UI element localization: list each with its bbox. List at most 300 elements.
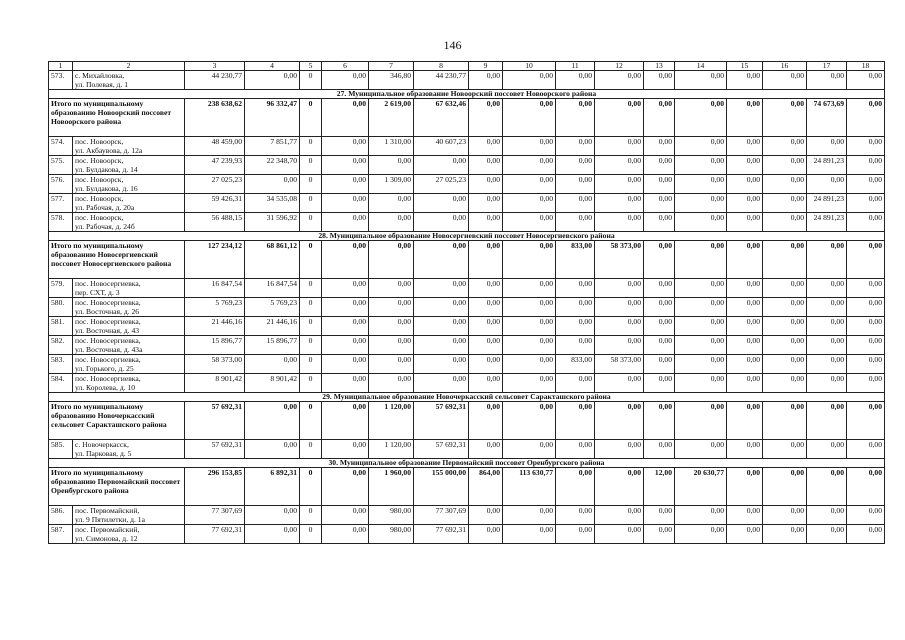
table-cell: 0,00 (847, 355, 885, 374)
address-cell: пос. Новоорск, ул. Рабочая, д. 20а (73, 194, 185, 213)
table-cell: 0,00 (322, 213, 369, 232)
table-cell: 0,00 (727, 440, 763, 459)
section-header-row (49, 459, 885, 468)
table-cell: 0,00 (727, 402, 763, 440)
table-cell: 21 446,16 (185, 317, 245, 336)
table-cell: 0 (300, 175, 322, 194)
address-cell: пос. Новоорск, ул. Булдакова, д. 16 (73, 175, 185, 194)
table-cell: 0,00 (503, 374, 556, 393)
table-cell: 0,00 (727, 355, 763, 374)
table-cell: 0,00 (595, 506, 644, 525)
table-cell: 0,00 (469, 355, 503, 374)
table-cell: 864,00 (469, 468, 503, 506)
table-body (49, 62, 885, 544)
table-cell: 1 960,00 (369, 468, 414, 506)
table-cell: 0,00 (414, 213, 469, 232)
table-cell: 21 446,16 (245, 317, 300, 336)
table-cell: 96 332,47 (245, 99, 300, 137)
table-row (49, 374, 885, 393)
table-cell: 346,80 (369, 71, 414, 90)
table-cell: 2 619,00 (369, 99, 414, 137)
table-cell: 0,00 (763, 525, 807, 544)
table-cell: 0,00 (644, 525, 675, 544)
table-cell: 0 (300, 440, 322, 459)
table-cell: 0,00 (763, 317, 807, 336)
table-cell: 0,00 (414, 336, 469, 355)
column-header: 15 (727, 62, 763, 71)
table-cell: 0,00 (763, 374, 807, 393)
table-cell: 0,00 (414, 156, 469, 175)
table-cell: 6 892,31 (245, 468, 300, 506)
table-cell: 0,00 (469, 440, 503, 459)
row-number: 575. (49, 156, 73, 175)
page-number: 146 (443, 38, 462, 52)
table-cell: 0,00 (556, 213, 595, 232)
table-cell: 31 596,92 (245, 213, 300, 232)
table-cell: 0,00 (369, 336, 414, 355)
table-cell: 0,00 (595, 525, 644, 544)
row-number: 587. (49, 525, 73, 544)
table-cell: 0,00 (322, 175, 369, 194)
section-header-row (49, 90, 885, 99)
table-cell: 0,00 (595, 402, 644, 440)
table-cell: 0,00 (556, 525, 595, 544)
table-cell: 22 348,70 (245, 156, 300, 175)
address-cell: пос. Новосергиевка, ул. Восточная, д. 43а (73, 336, 185, 355)
table-cell: 0,00 (727, 317, 763, 336)
table-cell: 0,00 (807, 374, 847, 393)
section-title: 28. Муниципальное образование Новосергиевский поссовет Новосергиевского района (49, 232, 885, 241)
table-cell: 0,00 (595, 374, 644, 393)
table-cell: 0,00 (556, 317, 595, 336)
address-cell: пос. Новосергиевка, ул. Восточная, д. 43 (73, 317, 185, 336)
row-number: 584. (49, 374, 73, 393)
table-cell: 0,00 (675, 241, 727, 279)
table-cell: 980,00 (369, 506, 414, 525)
table-cell: 0,00 (847, 440, 885, 459)
table-cell: 58 373,00 (595, 241, 644, 279)
table-cell: 0,00 (847, 241, 885, 279)
table-cell: 113 630,77 (503, 468, 556, 506)
table-cell: 0,00 (556, 279, 595, 298)
column-header: 5 (300, 62, 322, 71)
table-row (49, 137, 885, 156)
table-cell: 0,00 (556, 156, 595, 175)
table-cell: 0,00 (369, 317, 414, 336)
table-cell: 0,00 (469, 194, 503, 213)
table-cell: 0,00 (322, 156, 369, 175)
column-header: 12 (595, 62, 644, 71)
table-cell: 27 025,23 (185, 175, 245, 194)
table-cell: 0,00 (847, 175, 885, 194)
table-cell: 0,00 (469, 317, 503, 336)
table-cell: 0,00 (763, 175, 807, 194)
row-number: 573. (49, 71, 73, 90)
table-cell: 0,00 (322, 194, 369, 213)
table-cell: 0,00 (595, 99, 644, 137)
table-cell: 0,00 (322, 99, 369, 137)
table-cell: 0,00 (763, 298, 807, 317)
table-cell: 0,00 (847, 99, 885, 137)
table-cell: 0,00 (503, 402, 556, 440)
table-cell: 0,00 (644, 317, 675, 336)
table-cell: 0,00 (469, 175, 503, 194)
column-header: 10 (503, 62, 556, 71)
table-cell: 0,00 (503, 298, 556, 317)
table-row (49, 71, 885, 90)
table-cell: 0,00 (369, 279, 414, 298)
table-cell: 0,00 (807, 525, 847, 544)
table-cell: 0,00 (469, 137, 503, 156)
total-label: Итого по муниципальному образованию Новочеркасский сельсовет Саракташского района (49, 402, 185, 440)
table-cell: 0,00 (675, 402, 727, 440)
table-cell: 0,00 (847, 279, 885, 298)
table-cell: 7 851,77 (245, 137, 300, 156)
table-cell: 0 (300, 241, 322, 279)
table-cell: 0,00 (322, 402, 369, 440)
column-header: 7 (369, 62, 414, 71)
table-cell: 0,00 (245, 525, 300, 544)
table-cell: 0 (300, 156, 322, 175)
total-row (49, 468, 885, 506)
row-number: 583. (49, 355, 73, 374)
table-cell: 0,00 (414, 298, 469, 317)
table-cell: 0,00 (503, 317, 556, 336)
table-cell: 0,00 (503, 355, 556, 374)
address-cell: пос. Первомайский, ул. 9 Пятилетки, д. 1а (73, 506, 185, 525)
table-cell: 0,00 (807, 137, 847, 156)
table-cell: 68 861,12 (245, 241, 300, 279)
table-cell: 0,00 (469, 374, 503, 393)
table-cell: 0,00 (763, 402, 807, 440)
table-cell: 0,00 (675, 440, 727, 459)
row-number: 578. (49, 213, 73, 232)
table-cell: 15 896,77 (245, 336, 300, 355)
address-cell: пос. Первомайский, ул. Симонова, д. 12 (73, 525, 185, 544)
address-cell: пос. Новоорск, ул. Булдакова, д. 14 (73, 156, 185, 175)
table-cell: 24 891,23 (807, 213, 847, 232)
table-cell: 0,00 (469, 298, 503, 317)
table-cell: 0,00 (369, 355, 414, 374)
column-header: 1 (49, 62, 73, 71)
table-cell: 57 692,31 (185, 440, 245, 459)
column-header: 18 (847, 62, 885, 71)
table-cell: 0,00 (503, 506, 556, 525)
table-cell: 0,00 (807, 298, 847, 317)
table-cell: 0,00 (322, 279, 369, 298)
table-cell: 0,00 (469, 402, 503, 440)
address-cell: пос. Новоорск, ул. Акбаувова, д. 12а (73, 137, 185, 156)
table-cell: 1 310,00 (369, 137, 414, 156)
table-cell: 0,00 (727, 137, 763, 156)
table-cell: 0,00 (675, 213, 727, 232)
section-title: 30. Муниципальное образование Первомайский поссовет Оренбургского района (49, 459, 885, 468)
table-cell: 77 307,69 (185, 506, 245, 525)
table-cell: 0,00 (503, 213, 556, 232)
table-cell: 0 (300, 194, 322, 213)
table-cell: 0,00 (847, 156, 885, 175)
table-cell: 0,00 (675, 99, 727, 137)
table-cell: 0,00 (763, 355, 807, 374)
address-cell: с. Михайловка, ул. Полевая, д. 1 (73, 71, 185, 90)
column-header: 17 (807, 62, 847, 71)
table-cell: 0,00 (245, 402, 300, 440)
table-cell: 0,00 (807, 468, 847, 506)
column-header: 13 (644, 62, 675, 71)
column-header: 14 (675, 62, 727, 71)
table-cell: 0,00 (727, 99, 763, 137)
table-cell: 0,00 (556, 402, 595, 440)
total-row (49, 402, 885, 440)
table-cell: 67 632,46 (414, 99, 469, 137)
row-number: 580. (49, 298, 73, 317)
table-cell: 0,00 (469, 336, 503, 355)
table-cell: 0,00 (763, 241, 807, 279)
table-cell: 0,00 (847, 298, 885, 317)
table-cell: 0,00 (322, 525, 369, 544)
table-cell: 77 692,31 (185, 525, 245, 544)
table-cell: 0 (300, 374, 322, 393)
table-cell: 0,00 (322, 440, 369, 459)
table-cell: 0,00 (595, 194, 644, 213)
table-cell: 0,00 (414, 194, 469, 213)
table-cell: 0,00 (503, 99, 556, 137)
table-cell: 0,00 (675, 175, 727, 194)
table-cell: 0,00 (556, 374, 595, 393)
column-header: 6 (322, 62, 369, 71)
table-cell: 0,00 (595, 336, 644, 355)
table-cell: 0,00 (644, 137, 675, 156)
table-cell: 0,00 (727, 241, 763, 279)
table-cell: 0,00 (644, 175, 675, 194)
table-cell: 0,00 (595, 213, 644, 232)
table-cell: 0,00 (675, 506, 727, 525)
total-label: Итого по муниципальному образованию Новосергиевский поссовет Новосергиевского района (49, 241, 185, 279)
table-cell: 0,00 (322, 374, 369, 393)
table-cell: 0,00 (675, 525, 727, 544)
table-cell: 0 (300, 402, 322, 440)
table-cell: 0,00 (727, 71, 763, 90)
row-number: 581. (49, 317, 73, 336)
table-cell: 0,00 (675, 279, 727, 298)
table-cell: 59 426,31 (185, 194, 245, 213)
table-cell: 0,00 (644, 156, 675, 175)
table-cell: 1 120,00 (369, 440, 414, 459)
table-cell: 5 769,23 (185, 298, 245, 317)
table-cell: 0,00 (675, 71, 727, 90)
table-row (49, 440, 885, 459)
table-cell: 0,00 (727, 468, 763, 506)
table-cell: 0,00 (556, 175, 595, 194)
table-cell: 0 (300, 336, 322, 355)
table-cell: 0,00 (322, 468, 369, 506)
table-cell: 0,00 (727, 506, 763, 525)
table-cell: 0,00 (675, 156, 727, 175)
table-cell: 0,00 (503, 525, 556, 544)
table-cell: 0,00 (807, 506, 847, 525)
table-cell: 0,00 (727, 175, 763, 194)
table-cell: 0,00 (556, 468, 595, 506)
section-title: 29. Муниципальное образование Новочеркасский сельсовет Саракташского района (49, 393, 885, 402)
table-cell: 57 692,31 (414, 440, 469, 459)
table-cell: 0,00 (322, 71, 369, 90)
table-cell: 0 (300, 525, 322, 544)
table-cell: 0 (300, 298, 322, 317)
table-cell: 56 488,15 (185, 213, 245, 232)
table-cell: 0,00 (369, 298, 414, 317)
table-cell: 57 692,31 (414, 402, 469, 440)
table-cell: 0 (300, 137, 322, 156)
table-cell: 0,00 (847, 336, 885, 355)
table-cell: 40 607,23 (414, 137, 469, 156)
table-cell: 0,00 (763, 468, 807, 506)
table-cell: 0,00 (595, 175, 644, 194)
table-cell: 0,00 (469, 241, 503, 279)
table-row (49, 213, 885, 232)
table-cell: 0,00 (763, 137, 807, 156)
table-cell: 0,00 (847, 374, 885, 393)
row-number: 582. (49, 336, 73, 355)
table-cell: 34 535,08 (245, 194, 300, 213)
row-number: 576. (49, 175, 73, 194)
table-cell: 0,00 (847, 525, 885, 544)
address-cell: пос. Новосергиевка, ул. Восточная, д. 26 (73, 298, 185, 317)
table-cell: 0,00 (644, 71, 675, 90)
table-cell: 0,00 (763, 71, 807, 90)
table-cell: 155 000,00 (414, 468, 469, 506)
table-cell: 0,00 (469, 156, 503, 175)
table-cell: 238 638,62 (185, 99, 245, 137)
table-cell: 12,00 (644, 468, 675, 506)
table-cell: 0,00 (595, 317, 644, 336)
table-cell: 0,00 (469, 525, 503, 544)
table-cell: 0,00 (503, 137, 556, 156)
column-header: 4 (245, 62, 300, 71)
address-cell: пос. Новосергиевка, ул. Королева, д. 10 (73, 374, 185, 393)
table-cell: 0,00 (675, 336, 727, 355)
table-cell: 44 230,77 (414, 71, 469, 90)
table-cell: 0,00 (369, 374, 414, 393)
table-cell: 0,00 (556, 336, 595, 355)
address-cell: пос. Новосергиевка, ул. Горького, д. 25 (73, 355, 185, 374)
table-cell: 0,00 (675, 137, 727, 156)
row-number: 586. (49, 506, 73, 525)
table-cell: 0,00 (469, 213, 503, 232)
table-cell: 0,00 (807, 355, 847, 374)
table-cell: 0,00 (727, 336, 763, 355)
column-header: 9 (469, 62, 503, 71)
table-cell: 0,00 (469, 71, 503, 90)
table-cell: 74 673,69 (807, 99, 847, 137)
table-cell: 0,00 (556, 298, 595, 317)
table-cell: 0,00 (763, 506, 807, 525)
table-cell: 0,00 (644, 213, 675, 232)
table-cell: 0,00 (727, 213, 763, 232)
table-cell: 0,00 (727, 525, 763, 544)
table-cell: 0,00 (727, 194, 763, 213)
table-cell: 27 025,23 (414, 175, 469, 194)
table-cell: 5 769,23 (245, 298, 300, 317)
table-cell: 833,00 (556, 241, 595, 279)
table-cell: 1 309,00 (369, 175, 414, 194)
table-cell: 0,00 (807, 71, 847, 90)
table-cell: 0,00 (807, 402, 847, 440)
table-cell: 0,00 (245, 175, 300, 194)
column-header: 11 (556, 62, 595, 71)
table-cell: 0,00 (469, 506, 503, 525)
table-cell: 0,00 (847, 317, 885, 336)
table-cell: 0,00 (503, 156, 556, 175)
table-cell: 8 901,42 (245, 374, 300, 393)
address-cell: пос. Новосергиевка, пер. СХТ, д. 3 (73, 279, 185, 298)
table-cell: 0,00 (675, 317, 727, 336)
table-cell: 0,00 (763, 336, 807, 355)
data-table (48, 61, 885, 544)
table-cell: 0 (300, 279, 322, 298)
table-cell: 0,00 (469, 99, 503, 137)
table-cell: 0,00 (727, 374, 763, 393)
table-cell: 15 896,77 (185, 336, 245, 355)
table-cell: 77 307,69 (414, 506, 469, 525)
table-cell: 0,00 (727, 298, 763, 317)
table-cell: 0,00 (245, 440, 300, 459)
table-cell: 0,00 (322, 317, 369, 336)
section-title: 27. Муниципальное образование Новоорский поссовет Новоорского района (49, 90, 885, 99)
table-cell: 0,00 (322, 336, 369, 355)
table-cell: 57 692,31 (185, 402, 245, 440)
table-cell: 48 459,00 (185, 137, 245, 156)
table-cell: 0,00 (807, 317, 847, 336)
table-cell: 0,00 (322, 241, 369, 279)
table-cell: 0,00 (644, 506, 675, 525)
row-number: 579. (49, 279, 73, 298)
table-cell: 0,00 (414, 374, 469, 393)
table-cell: 0,00 (644, 402, 675, 440)
table-cell: 0,00 (503, 440, 556, 459)
table-cell: 24 891,23 (807, 194, 847, 213)
row-number: 574. (49, 137, 73, 156)
table-cell: 0,00 (644, 440, 675, 459)
table-cell: 0,00 (595, 468, 644, 506)
table-cell: 980,00 (369, 525, 414, 544)
row-number: 577. (49, 194, 73, 213)
table-cell: 0,00 (763, 440, 807, 459)
table-cell: 0,00 (644, 279, 675, 298)
table-cell: 0,00 (556, 440, 595, 459)
table-cell: 0,00 (414, 279, 469, 298)
table-cell: 0 (300, 213, 322, 232)
address-cell: с. Новочеркасск, ул. Парковая, д. 5 (73, 440, 185, 459)
table-cell: 0,00 (245, 506, 300, 525)
table-cell: 0,00 (807, 336, 847, 355)
table-cell: 0,00 (503, 336, 556, 355)
table-cell: 58 373,00 (595, 355, 644, 374)
table-cell: 0,00 (644, 336, 675, 355)
table-cell: 0,00 (727, 279, 763, 298)
table-cell: 0,00 (414, 355, 469, 374)
table-cell: 0,00 (556, 137, 595, 156)
table-cell: 0,00 (727, 156, 763, 175)
table-cell: 0,00 (245, 71, 300, 90)
table-cell: 0,00 (369, 194, 414, 213)
table-row (49, 355, 885, 374)
table-row (49, 317, 885, 336)
table-cell: 0,00 (763, 213, 807, 232)
table-cell: 0,00 (807, 175, 847, 194)
total-row (49, 241, 885, 279)
table-cell: 0,00 (322, 298, 369, 317)
table-cell: 8 901,42 (185, 374, 245, 393)
